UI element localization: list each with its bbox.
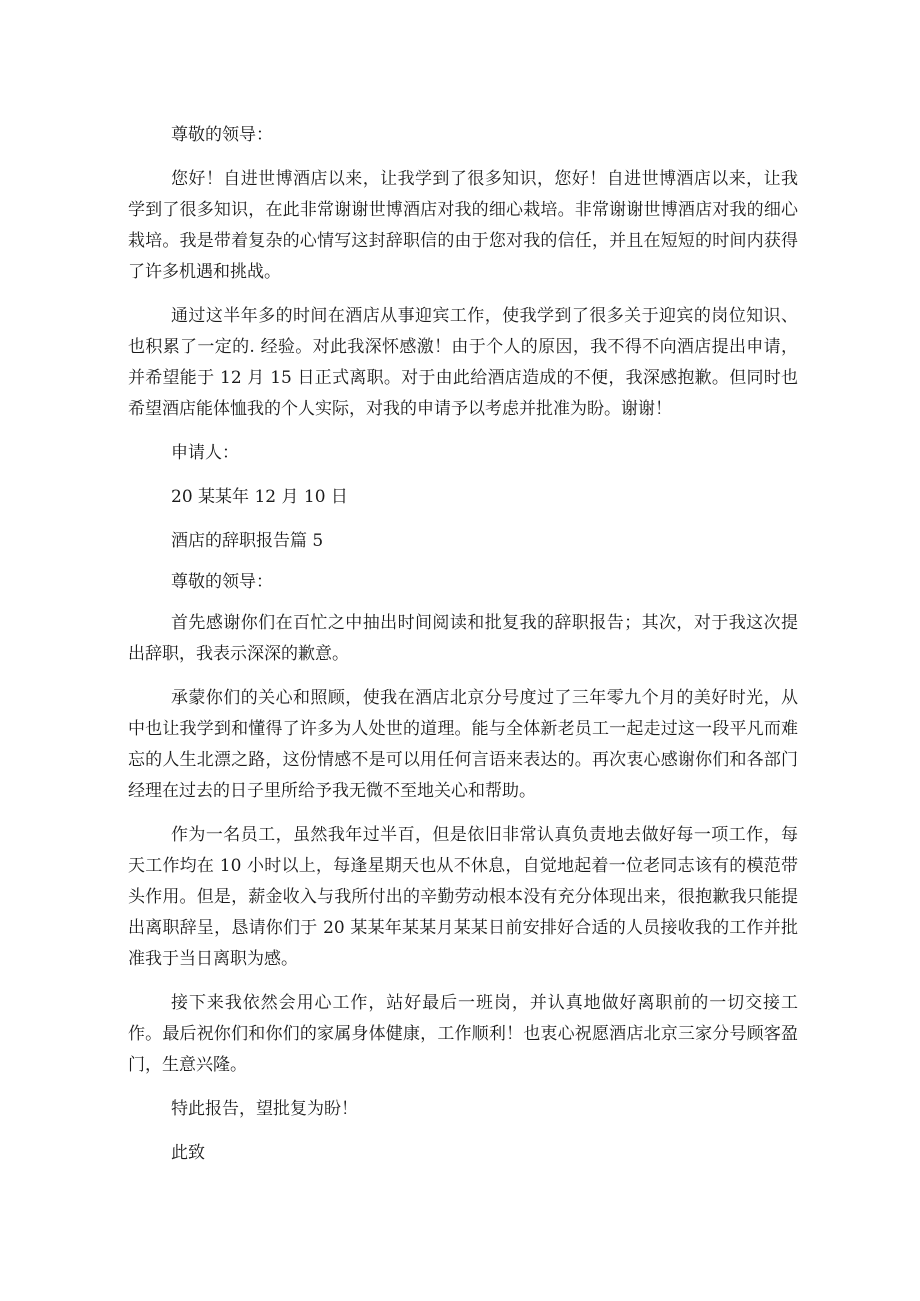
closing-regards: 此致 [171, 1143, 205, 1163]
salutation: 尊敬的领导： [171, 572, 273, 592]
document-body [128, 120, 798, 1169]
paragraph-reason: 通过这半年多的时间在酒店从事迎宾工作，使我学到了很多关于迎宾的岗位知识、也积累了一定的. 经验。对此我深怀感激！由于个人的原因，我不得不向酒店提出申请，并希望能于 12 月 15 日正式离职。对于由此给酒店造成的不便，我深感抱歉。但同时也希望酒店能体恤我的个人实际，对我的申请予以考虑并批准为盼。谢谢！ [128, 306, 798, 419]
paragraph-work: 作为一名员工，虽然我年过半百，但是依旧非常认真负责地去做好每一项工作，每天工作均在 10 小时以上，每逢星期天也从不休息，自觉地起着一位老同志该有的模范带头作用。但是，薪金收入与我所付出的辛勤劳动根本没有充分体现出来，很抱歉我只能提出离职辞呈，恳请你们于 20 某某年某某月某某日前安排好合适的人员接收我的工作并批准我于当日离职为感。 [128, 825, 798, 969]
paragraph-thanks: 首先感谢你们在百忙之中抽出时间阅读和批复我的辞职报告；其次，对于我这次提出辞职，我表示深深的歉意。 [128, 613, 798, 664]
salutation: 尊敬的领导： [171, 125, 273, 145]
paragraph-handover: 接下来我依然会用心工作，站好最后一班岗，并认真地做好离职前的一切交接工作。最后祝你们和你们的家属身体健康，工作顺利！也衷心祝愿酒店北京三家分号顾客盈门，生意兴隆。 [128, 993, 798, 1075]
paragraph-gratitude: 承蒙你们的关心和照顾，使我在酒店北京分号度过了三年零九个月的美好时光，从中也让我学到和懂得了许多为人处世的道理。能与全体新老员工一起走过这一段平凡而难忘的人生北漂之路，这份情感不是可以用任何言语来表达的。再次衷心感谢你们和各部门经理在过去的日子里所给予我无微不至地关心和帮助。 [128, 688, 798, 801]
date-line: 20 某某年 12 月 10 日 [171, 487, 348, 507]
paragraph-greeting: 您好！自进世博酒店以来，让我学到了很多知识，您好！自进世博酒店以来，让我学到了很多知识，在此非常谢谢世博酒店对我的细心栽培。非常谢谢世博酒店对我的细心栽培。我是带着复杂的心情写这封辞职信的由于您对我的信任，并且在短短的时间内获得了许多机遇和挑战。 [128, 169, 798, 282]
closing-report: 特此报告，望批复为盼！ [171, 1099, 358, 1119]
section-heading: 酒店的辞职报告篇 5 [171, 531, 324, 551]
applicant-label: 申请人： [171, 443, 239, 463]
